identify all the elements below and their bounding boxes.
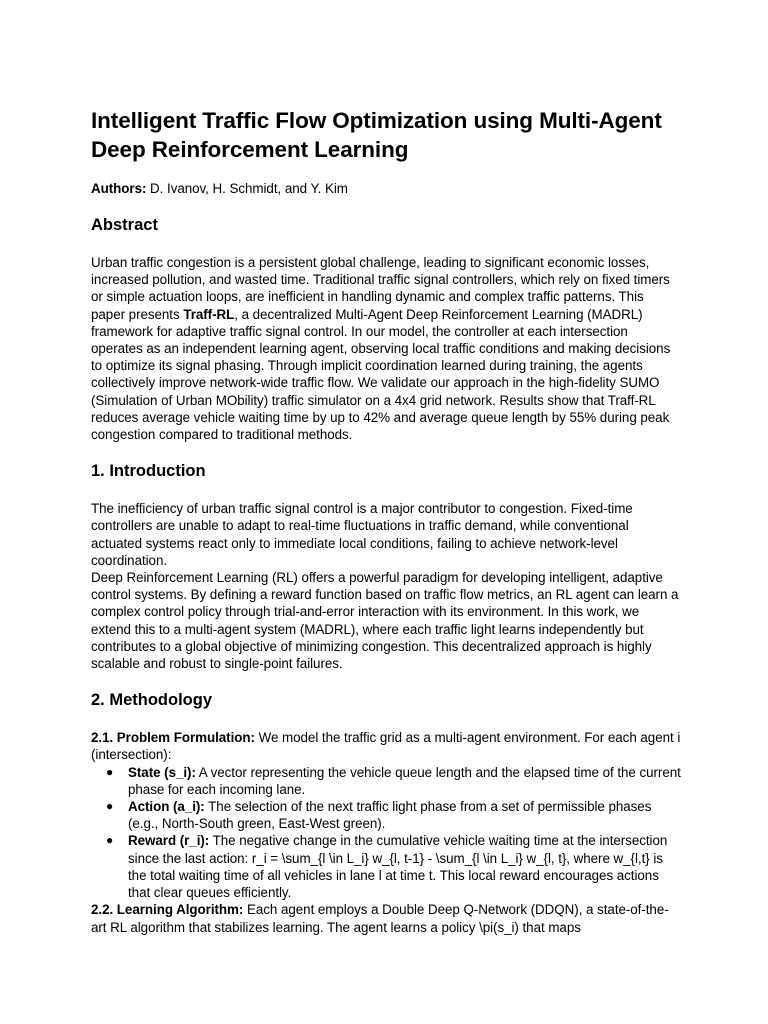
problem-formulation-text: We model the traffic grid as a multi-agent environment. For each agent i (intersection): — [91, 730, 681, 763]
list-item — [106, 764, 681, 798]
list-item — [106, 832, 681, 901]
authors-line — [91, 180, 681, 197]
framework-name: Traff-RL — [183, 306, 235, 322]
learning-algorithm-text: Each agent employs a Double Deep Q-Network (DDQN), a state-of-the-art RL algorithm that stabilizes learning. The agent learns a policy \pi(s_i) that maps — [91, 902, 669, 935]
list-item — [106, 798, 681, 832]
bullet-icon: ● — [106, 764, 114, 779]
authors-names: D. Ivanov, H. Schmidt, and Y. Kim — [146, 181, 348, 196]
abstract-text-before: Urban traffic congestion is a persistent global challenge, leading to significant economic losses, increased pollution, and wasted time. Traditional traffic signal controllers, which rely on fixed timers or simple actuation loops, are inefficient in handling dynamic and complex traffic patterns. This paper presents — [91, 255, 670, 322]
bullet-icon: ● — [106, 833, 114, 848]
list-item-label: State (s_i): — [128, 764, 196, 780]
list-item-text: A vector representing the vehicle queue length and the elapsed time of the current phase for each incoming lane. — [128, 764, 681, 797]
introduction-heading: 1. Introduction — [91, 462, 206, 481]
agent-definition-list — [91, 764, 681, 902]
introduction-paragraph-1: The inefficiency of urban traffic signal control is a major contributor to congestion. Fixed-time controllers are unable to adapt to real-time fluctuations in traffic demand, while conventional actuated systems react only to immediate local conditions, failing to achieve network-level coordination. — [91, 501, 633, 568]
paper-title: Intelligent Traffic Flow Optimization using Multi-Agent Deep Reinforcement Learning — [91, 108, 662, 162]
problem-formulation-label: 2.1. Problem Formulation: — [91, 730, 255, 746]
list-item-text: The selection of the next traffic light phase from a set of permissible phases (e.g., North-South green, East-West green). — [128, 799, 652, 832]
document-page — [91, 106, 681, 936]
learning-algorithm-label: 2.2. Learning Algorithm: — [91, 902, 244, 918]
abstract-heading: Abstract — [91, 216, 158, 234]
methodology-heading: 2. Methodology — [91, 691, 212, 710]
authors-label: Authors: — [91, 181, 147, 196]
list-item-label: Reward (r_i): — [128, 833, 210, 849]
introduction-paragraph-2: Deep Reinforcement Learning (RL) offers a powerful paradigm for developing intelligent, adaptive control systems. By defining a reward function based on traffic flow metrics, an RL agent can learn a complex control policy through trial-and-error interaction with its environment. In this work, we extend this to a multi-agent system (MADRL), where each traffic light learns independently but contributes to a global objective of minimizing congestion. This decentralized approach is highly scalable and robust to single-point failures. — [91, 570, 679, 672]
learning-algorithm — [91, 901, 681, 935]
bullet-icon: ● — [106, 799, 114, 814]
list-item-label: Action (a_i): — [128, 799, 205, 815]
problem-formulation — [91, 729, 681, 763]
list-item-text: The negative change in the cumulative vehicle waiting time at the intersection since the last action: r_i = \sum_{l \in L_i} w_{l, t-1} - \sum_{l \in L_i} w_{l, t}, where w_{l,t} is the total waiting time of all vehicles in lane l at time t. This local reward encourages actions that clear queues efficiently. — [128, 833, 668, 901]
abstract-text-after: , a decentralized Multi-Agent Deep Reinforcement Learning (MADRL) framework for adaptive traffic signal control. In our model, the controller at each intersection operates as an independent learning agent, observing local traffic conditions and making decisions to optimize its signal phasing. Through implicit coordination learned during training, the agents collectively improve network-wide traffic flow. We validate our approach in the high-fidelity SUMO (Simulation of Urban MObility) traffic simulator on a 4x4 grid network. Results show that Traff-RL reduces average vehicle waiting time by up to 42% and average queue length by 55% during peak congestion compared to traditional methods. — [91, 306, 671, 443]
abstract-text — [91, 254, 681, 443]
